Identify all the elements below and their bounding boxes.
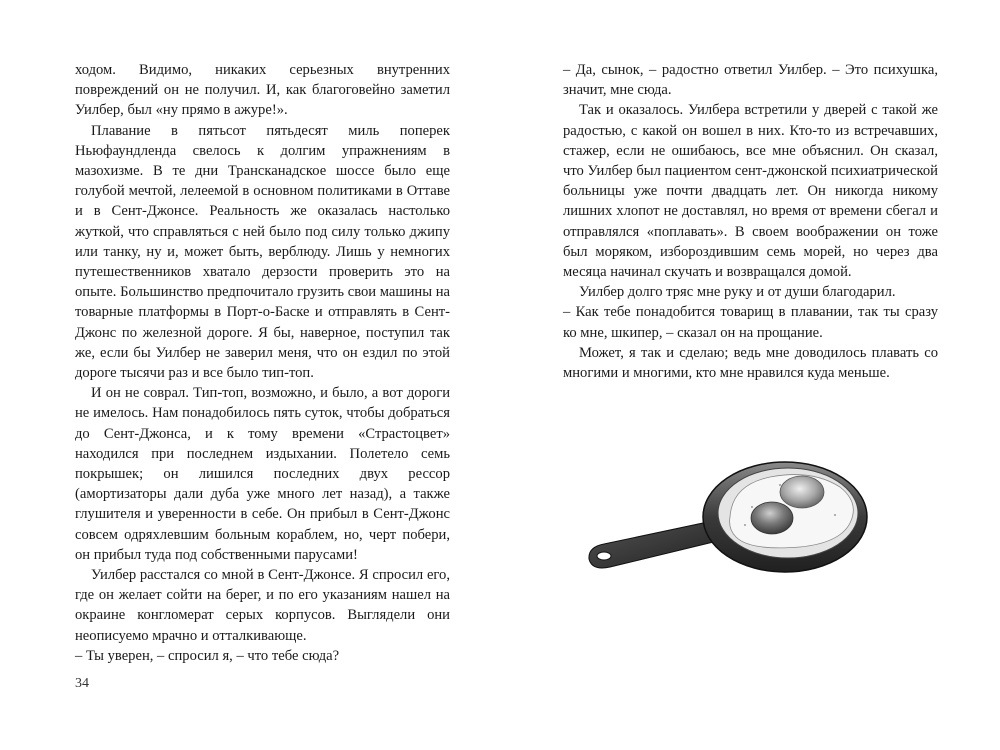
paragraph: Уилбер расстался со мной в Сент-Джонсе. Я спросил его, где он желает сойти на берег, и по его указаниям нашел на окраине конгломерат серых корпусов. Выглядели они неописуемо мрачно и отталкивающе. bbox=[75, 567, 450, 644]
egg-yolk bbox=[751, 502, 793, 534]
paragraph: Уилбер долго тряс мне руку и от души благодарил. bbox=[579, 284, 896, 301]
egg-yolk bbox=[780, 476, 824, 508]
right-text-column bbox=[563, 60, 938, 383]
dialogue-line: – Да, сынок, – радостно ответил Уилбер. – Это психушка, значит, мне сюда. bbox=[563, 62, 938, 99]
paragraph: И он не соврал. Тип-топ, возможно, и было, а вот дороги не имелось. Нам понадобилось пять суток, чтобы добраться до Сент-Джонса, и к тому времени «Страстоцвет» находился при последнем издыхании. Полетело семь покрышек; он лишился последних двух рессор (амортизаторы дали дуба уже много лет назад), а также глушителя и уверенности в себе. Он прибыл в Сент-Джонс совсем одряхлевшим больным кораблем, но, черт побери, он прибыл туда под собственными парусами! bbox=[75, 385, 450, 563]
paragraph: Может, я так и сделаю; ведь мне доводилось плавать со многими и многими, кто мне нравился куда меньше. bbox=[563, 344, 938, 382]
right-page bbox=[500, 0, 1000, 750]
frying-pan-with-eggs-icon bbox=[580, 455, 880, 600]
left-text-column bbox=[75, 60, 450, 666]
paragraph: Плавание в пятьсот пятьдесят миль поперек Ньюфаундленда свелось к долгим упражнениям в мазохизме. В те дни Трансканадское шоссе было еще голубой мечтой, лелеемой в основном политиками в Оттаве и в Сент-Джонсе. Реальность же оказалась настолько жуткой, что справляться с ней было под силу только джипу или танку, ну и, может быть, верблюду. Лишь у немногих путешественников хватало дерзости проверить это на опыте. Большинство предпочитало грузить свои машины на товарные платформы в Порт-о-Баске и отправлять в Сент-Джонс по железной дороге. Я бы, наверное, поступил так же, если бы Уилбер не заверил меня, что он ездил по этой дороге тысячи раз и все было тип-топ. bbox=[75, 122, 450, 382]
dialogue-line: – Ты уверен, – спросил я, – что тебе сюда? bbox=[75, 647, 340, 664]
dialogue-line: – Как тебе понадобится товарищ в плавании, так ты сразу ко мне, шкипер, – сказал он на прощание. bbox=[563, 304, 938, 341]
page-number: 34 bbox=[75, 676, 89, 691]
paragraph: Так и оказалось. Уилбера встретили у дверей с такой же радостью, с какой он вошел в них. Кто-то из встречавших, стажер, если не ошибаюсь, все мне объяснил. Он сказал, что Уилбер был пациентом сент-джонской психиатрической больницы уже почти двадцать лет. Он никогда никому лишних хлопот не доставлял, но время от времени сбегал и отправлялся «поплавать». В своем воображении он тоже был моряком, избороздившим семь морей, но через два месяца начинал скучать и возвращался домой. bbox=[563, 102, 938, 281]
paragraph: ходом. Видимо, никаких серьезных внутренних повреждений он не получил. И, как благоговейно заметил Уилбер, был «ну прямо в ажуре!». bbox=[75, 62, 450, 119]
